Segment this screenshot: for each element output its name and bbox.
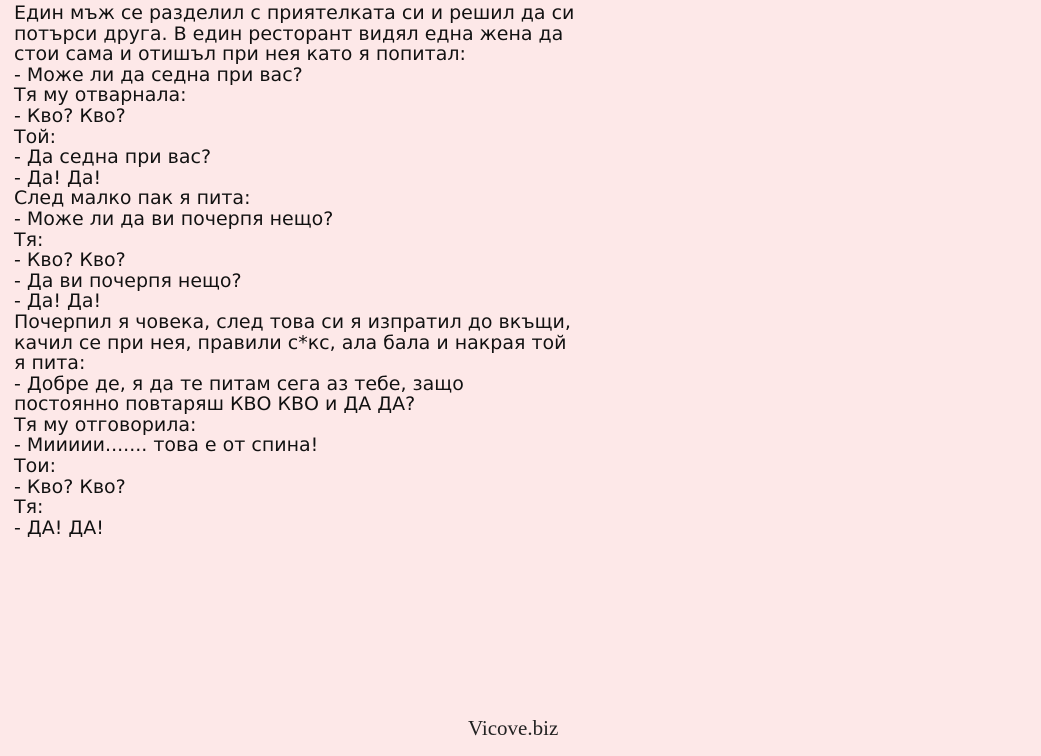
joke-line: - Кво? Кво? bbox=[14, 249, 126, 272]
joke-line: - Може ли да седна при вас? bbox=[14, 63, 303, 86]
joke-line: - Да ви почерпя нещо? bbox=[14, 269, 242, 292]
joke-line: Един мъж се разделил с приятелката си и решил да си bbox=[14, 2, 575, 24]
joke-line: Тя: bbox=[14, 496, 44, 519]
joke-line: Тя му отговорила: bbox=[14, 413, 197, 436]
joke-line: - Кво? Кво? bbox=[14, 104, 126, 127]
joke-line: стои сама и отишъл при нея като я попитал: bbox=[14, 43, 466, 66]
joke-text bbox=[14, 3, 594, 538]
joke-line: потърси друга. В един ресторант видял една жена да bbox=[14, 22, 564, 45]
joke-line: я пита: bbox=[14, 352, 86, 375]
joke-line: Почерпил я човека, след това си я изпратил до вкъщи, bbox=[14, 310, 571, 333]
joke-line: - Добре де, я да те питам сега аз тебе, защо bbox=[14, 372, 464, 395]
joke-line: качил се при нея, правили с*кс, ала бала и накрая той bbox=[14, 331, 567, 354]
joke-line: Тя му отварнала: bbox=[14, 84, 187, 107]
joke-line: - Миииии....... това е от спина! bbox=[14, 434, 319, 457]
joke-line: - Да! Да! bbox=[14, 166, 102, 189]
joke-line: Тя: bbox=[14, 228, 44, 251]
joke-line: - ДА! ДА! bbox=[14, 516, 104, 539]
joke-line: След малко пак я пита: bbox=[14, 187, 251, 210]
joke-line: - Да! Да! bbox=[14, 290, 102, 313]
joke-line: - Да седна при вас? bbox=[14, 146, 212, 169]
site-watermark: Vicove.biz bbox=[468, 716, 559, 740]
joke-line: - Може ли да ви почерпя нещо? bbox=[14, 207, 334, 230]
joke-line: Тои: bbox=[14, 455, 56, 478]
joke-line: Той: bbox=[14, 125, 56, 148]
joke-line: - Кво? Кво? bbox=[14, 475, 126, 498]
joke-line: постоянно повтаряш КВО КВО и ДА ДА? bbox=[14, 393, 416, 416]
